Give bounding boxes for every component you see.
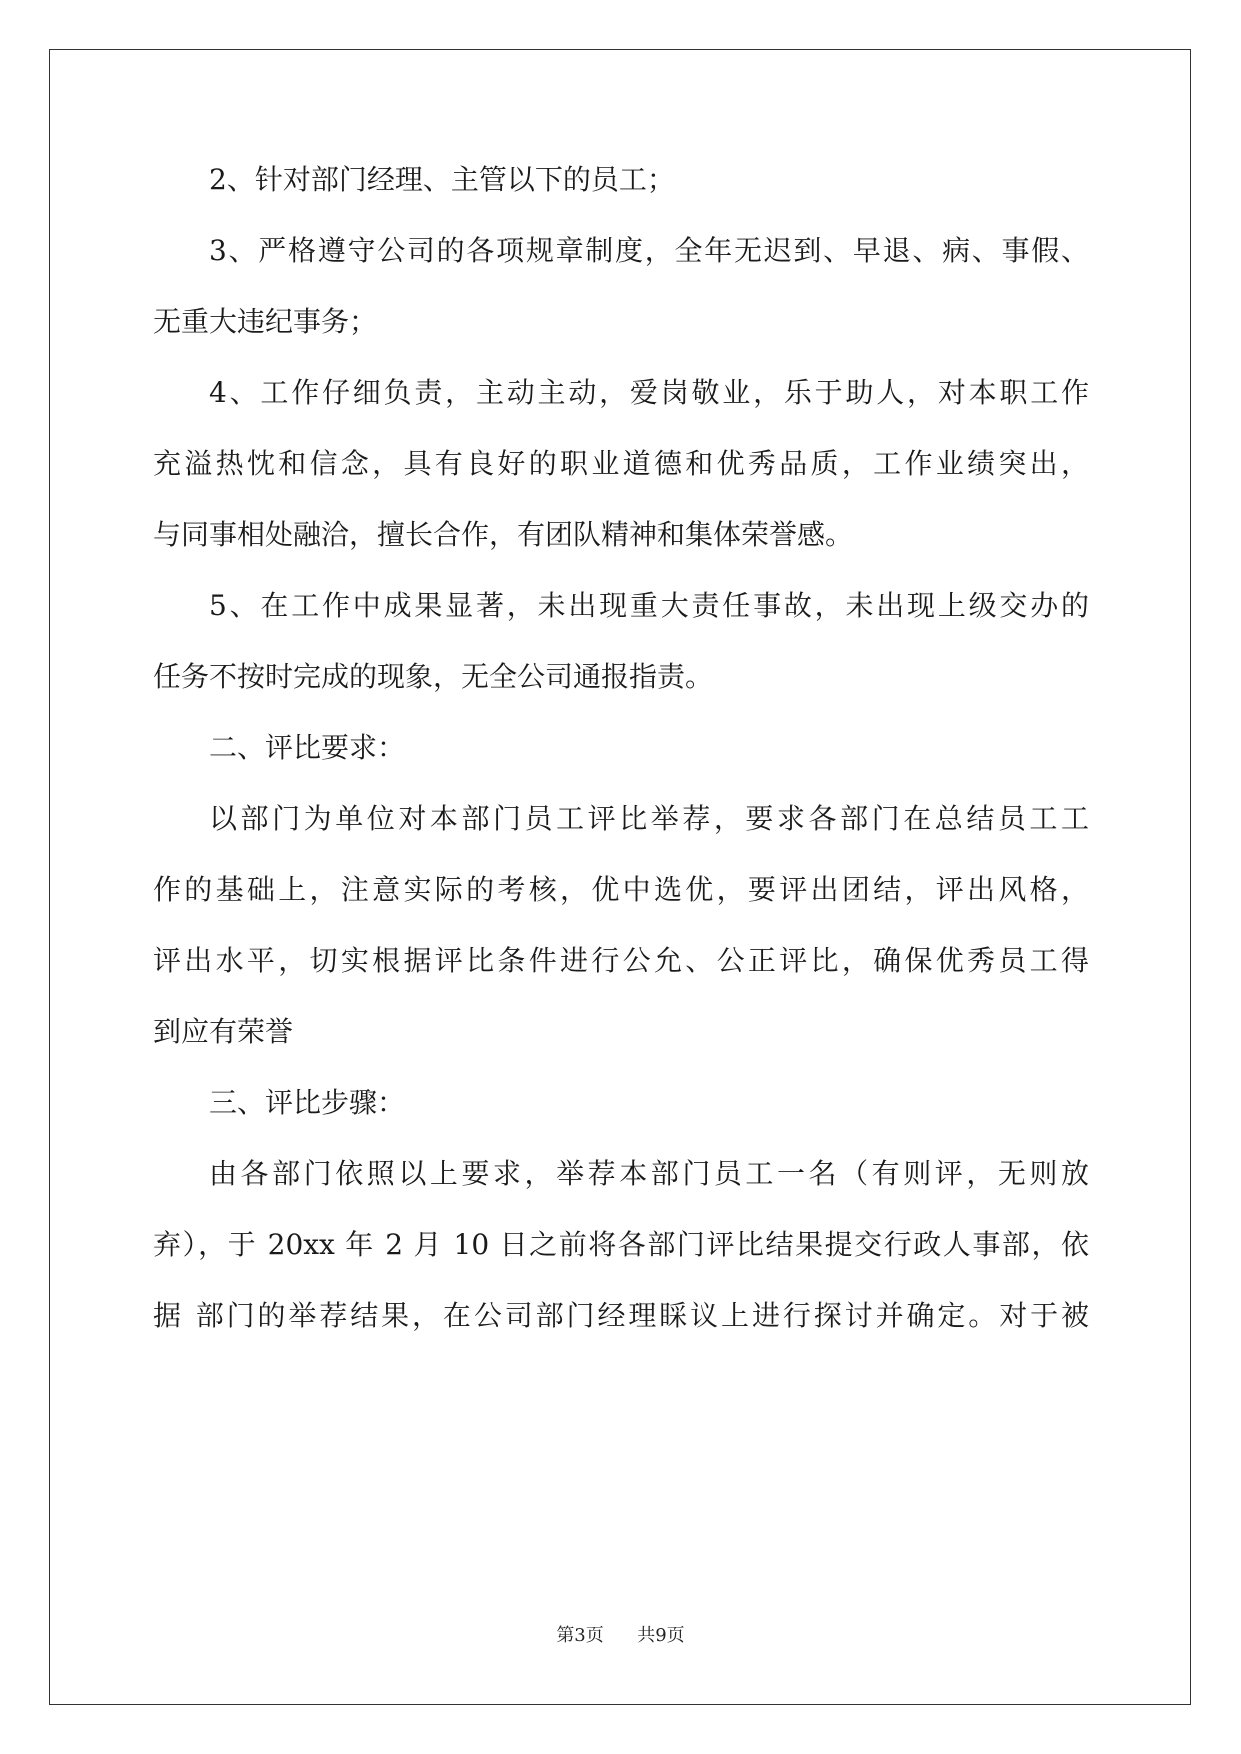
paragraph-requirements-cont-3: 到应有荣誉 [153,1015,294,1048]
list-item-3: 3、严格遵守公司的各项规章制度，全年无迟到、早退、病、事假、 [209,234,1089,267]
list-item-5: 5、在工作中成果显著，未出现重大责任事故，未出现上级交办的 [209,589,1089,622]
section-heading-steps: 三、评比步骤： [209,1086,406,1119]
list-item-3-cont: 无重大违纪事务； [153,305,378,338]
paragraph-steps: 由各部门依照以上要求，举荐本部门员工一名（有则评，无则放 [209,1157,1089,1190]
paragraph-steps-cont-1: 弃），于 20xx 年 2 月 10 日之前将各部门评比结果提交行政人事部，依 [153,1228,1089,1261]
list-item-4-cont-1: 充溢热忱和信念，具有良好的职业道德和优秀品质，工作业绩突出， [153,447,1089,480]
page-number-current: 第3页 [556,1625,604,1646]
page-footer [0,1621,1241,1647]
list-item-4-cont-2: 与同事相处融洽，擅长合作，有团队精神和集体荣誉感。 [153,518,854,551]
paragraph-requirements-cont-1: 作的基础上，注意实际的考核，优中选优，要评出团结，评出风格， [153,873,1089,906]
list-item-2: 2、针对部门经理、主管以下的员工； [209,163,675,196]
paragraph-requirements-cont-2: 评出水平，切实根据评比条件进行公允、公正评比，确保优秀员工得 [153,944,1089,977]
list-item-4: 4、工作仔细负责，主动主动，爱岗敬业，乐于助人，对本职工作 [209,376,1089,409]
page-number-total: 共9页 [637,1625,685,1646]
list-item-5-cont: 任务不按时完成的现象，无全公司通报指责。 [153,660,714,693]
paragraph-steps-cont-2: 据 部门的举荐结果，在公司部门经理睬议上进行探讨并确定。对于被 [153,1299,1089,1332]
section-heading-requirements: 二、评比要求： [209,731,406,764]
paragraph-requirements: 以部门为单位对本部门员工评比举荐，要求各部门在总结员工工 [209,802,1089,835]
